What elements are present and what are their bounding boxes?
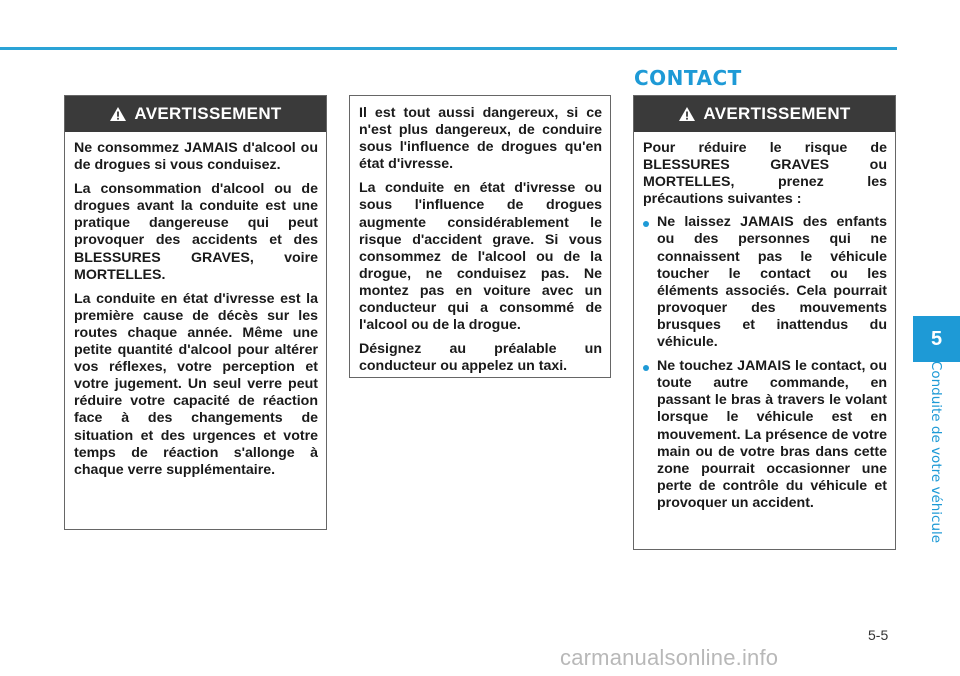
watermark-text: carmanualsonline.info — [560, 645, 779, 670]
warning-box-right — [633, 95, 896, 550]
list-item — [643, 214, 887, 351]
bullet-dot-icon — [643, 365, 649, 371]
warning-paragraph: La conduite en état d'ivresse est la première cause de décès sur les routes chaque année. Même une petite quantité d'alcool pour altérer vos réflexes, votre perception et votre jugement. Un seul verre peut réduire votre capacité de réaction face à des changements de situation et des urgences et votre temps de réaction s'allonge à chaque verre supplémentaire. — [74, 290, 318, 478]
warning-body-left — [65, 132, 326, 487]
warning-continuation-box — [349, 95, 611, 378]
warning-paragraph: La consommation d'alcool ou de drogues avant la conduite est une pratique dangereuse qui peut provoquer des accidents et des BLESSURES GRAVES, voire MORTELLES. — [74, 181, 318, 283]
warning-triangle-icon — [678, 106, 696, 122]
list-item — [643, 358, 887, 512]
warning-header-right — [634, 96, 895, 132]
continuation-paragraph: Il est tout aussi dangereux, si ce n'est plus dangereux, de conduire sous l'influence de drogues qu'en état d'ivresse. — [359, 105, 602, 173]
continuation-body — [350, 96, 610, 383]
precaution-text: Ne laissez JAMAIS des enfants ou des personnes qui ne connaissent pas le véhicule toucher le contact ou les éléments associés. Cela pourrait provoquer des mouvements brusques et inattendus du véhicule. — [657, 214, 887, 351]
warning-paragraph: Ne consommez JAMAIS d'alcool ou de drogues si vous conduisez. — [74, 140, 318, 174]
warning-intro: Pour réduire le risque de BLESSURES GRAVES ou MORTELLES, prenez les précautions suivantes : — [643, 140, 887, 208]
warning-body-right — [634, 132, 895, 527]
chapter-tab: 5 — [913, 316, 960, 362]
precaution-text: Ne touchez JAMAIS le contact, ou toute autre commande, en passant le bras à travers le volant lorsque le véhicule est en mouvement. La présence de votre main ou de votre bras dans cette zone pourrait occasionner une perte de contrôle du véhicule et provoquer un accident. — [657, 358, 887, 511]
header-rule — [0, 47, 897, 50]
continuation-paragraph: La conduite en état d'ivresse ou sous l'influence de drogues augmente considérablement le risque d'accident grave. Si vous consommez de l'alcool ou de la drogue, ne conduisez pas. Ne montez pas en voiture avec un conducteur qui a consommé de l'alcool ou de la drogue. — [359, 180, 602, 334]
page-number: 5-5 — [868, 627, 889, 643]
warning-triangle-icon — [109, 106, 127, 122]
warning-heading: AVERTISSEMENT — [134, 104, 282, 123]
bullet-dot-icon — [643, 221, 649, 227]
section-title: CONTACT — [634, 66, 742, 90]
warning-box-left — [64, 95, 327, 530]
continuation-paragraph: Désignez au préalable un conducteur ou appelez un taxi. — [359, 341, 602, 375]
warning-header-left — [65, 96, 326, 132]
precaution-list — [643, 214, 887, 512]
warning-heading: AVERTISSEMENT — [703, 104, 851, 123]
chapter-title: Conduite de votre véhicule — [928, 360, 944, 544]
